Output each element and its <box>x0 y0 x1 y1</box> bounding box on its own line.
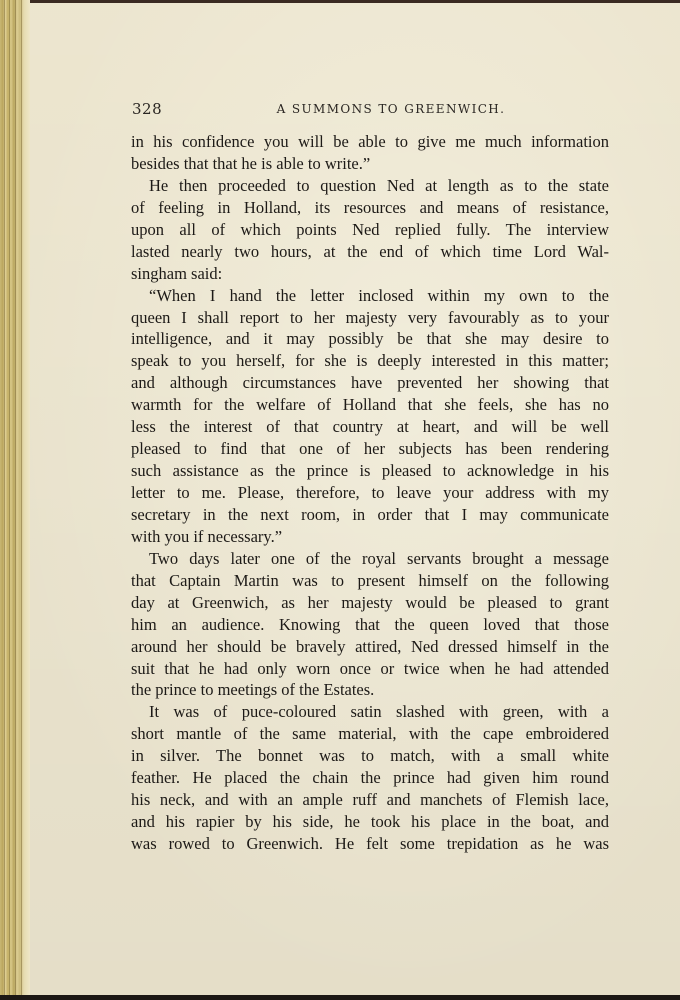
page-edge-line <box>21 0 22 1000</box>
text-line: him an audience. Knowing that the queen loved that those <box>131 614 609 634</box>
page-header <box>132 100 610 122</box>
gilt-page-edges <box>0 0 30 1000</box>
text-line: and although circumstances have prevented her showing that <box>131 373 609 393</box>
text-line: day at Greenwich, as her majesty would be pleased to grant <box>131 592 609 612</box>
text-line: lasted nearly two hours, at the end of which time Lord Wal- <box>131 241 609 261</box>
text-line: that Captain Martin was to present himself on the following <box>131 570 609 590</box>
text-line: in silver. The bonnet was to match, with a small white <box>131 746 609 766</box>
text-line: besides that that he is able to write.” <box>131 153 371 173</box>
body-text <box>131 131 609 855</box>
page-bottom-edge <box>0 995 680 1000</box>
text-line: queen I shall report to her majesty very favourably as to your <box>131 307 609 327</box>
page-edge-line <box>9 0 10 1000</box>
text-line: such assistance as the prince is pleased to acknowledge in his <box>131 461 609 481</box>
text-line: suit that he had only worn once or twice when he had attended <box>131 658 609 678</box>
text-line: upon all of which points Ned replied fully. The interview <box>131 219 609 239</box>
page-number: 328 <box>132 100 163 118</box>
text-line: It was of puce-coloured satin slashed with green, with a <box>149 702 609 722</box>
text-line: of feeling in Holland, its resources and means of resistance, <box>131 197 609 217</box>
text-line: Two days later one of the royal servants brought a message <box>149 548 609 568</box>
text-line: speak to you herself, for she is deeply interested in this matter; <box>131 351 609 371</box>
text-line: warmth for the welfare of Holland that she feels, she has no <box>131 395 609 415</box>
text-line: secretary in the next room, in order that I may communicate <box>131 504 609 524</box>
text-line: the prince to meetings of the Estates. <box>131 680 375 700</box>
text-line: less the interest of that country at heart, and will be well <box>131 417 609 437</box>
text-line: “When I hand the letter inclosed within my own to the <box>149 285 609 305</box>
page-edge-line <box>15 0 16 1000</box>
text-line: around her should be bravely attired, Ned dressed himself in the <box>131 636 609 656</box>
text-line: pleased to find that one of her subjects has been rendering <box>131 439 609 459</box>
text-line: and his rapier by his side, he took his place in the boat, and <box>131 812 609 832</box>
text-line: in his confidence you will be able to give me much information <box>131 132 609 151</box>
text-line: with you if necessary.” <box>131 526 283 546</box>
text-line: his neck, and with an ample ruff and manchets of Flemish lace, <box>131 790 609 810</box>
text-line: singham said: <box>131 263 223 283</box>
text-line: letter to me. Please, therefore, to leave your address with my <box>131 483 609 502</box>
text-line: short mantle of the same material, with the cape embroidered <box>131 724 609 744</box>
text-line: He then proceeded to question Ned at length as to the state <box>149 175 609 195</box>
page-top-edge <box>0 0 680 3</box>
text-line: intelligence, and it may possibly be that she may desire to <box>131 329 609 349</box>
running-head: A SUMMONS TO GREENWICH. <box>276 102 506 116</box>
text-line: feather. He placed the chain the prince had given him round <box>131 768 609 788</box>
page-edge-line <box>4 0 5 1000</box>
text-line: was rowed to Greenwich. He felt some trepidation as he was <box>131 834 609 853</box>
